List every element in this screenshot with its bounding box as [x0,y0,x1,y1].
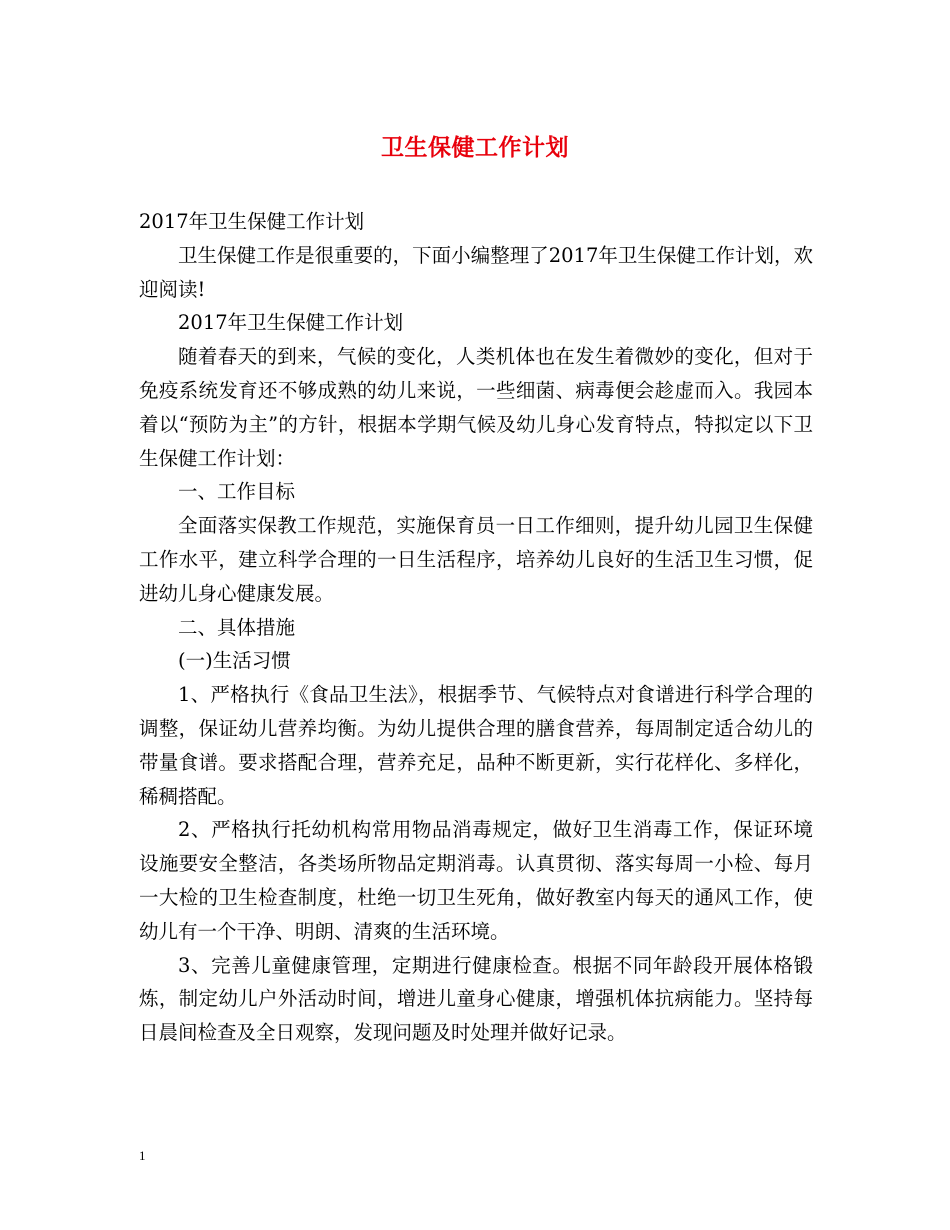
body-paragraph: 3、完善儿童健康管理，定期进行健康检查。根据不同年龄段开展体格锻炼，制定幼儿户外活动时间，增进儿童身心健康，增强机体抗病能力。坚持每日晨间检查及全日观察，发现问题及时处理并做好记录。 [139,953,813,1045]
page-number: 1 [139,1148,146,1163]
document-body [139,205,813,1050]
document-title: 卫生保健工作计划 [381,134,569,161]
body-paragraph: 2、严格执行托幼机构常用物品消毒规定，做好卫生消毒工作，保证环境设施要安全整洁，各类场所物品定期消毒。认真贯彻、落实每周一小检、每月一大检的卫生检查制度，杜绝一切卫生死角，做好教室内每天的通风工作，使幼儿有一个干净、明朗、清爽的生活环境。 [139,818,813,943]
body-paragraph: 一、工作目标 [178,480,296,504]
body-paragraph: 卫生保健工作是很重要的，下面小编整理了2017年卫生保健工作计划，欢迎阅读! [139,243,813,301]
body-paragraph: 随着春天的到来，气候的变化，人类机体也在发生着微妙的变化，但对于免疫系统发育还不够成熟的幼儿来说，一些细菌、病毒便会趁虚而入。我园本着以“预防为主”的方针，根据本学期气候及幼儿身心发育特点，特拟定以下卫生保健工作计划： [139,345,813,470]
body-paragraph: 2017年卫生保健工作计划 [139,210,365,233]
body-paragraph: 1、严格执行《食品卫生法》，根据季节、气候特点对食谱进行科学合理的调整，保证幼儿营养均衡。为幼儿提供合理的膳食营养，每周制定适合幼儿的带量食谱。要求搭配合理，营养充足，品种不断更新，实行花样化、多样化，稀稠搭配。 [139,683,813,808]
body-paragraph: (一)生活习惯 [178,649,291,673]
body-paragraph: 2017年卫生保健工作计划 [178,311,404,335]
body-paragraph: 全面落实保教工作规范，实施保育员一日工作细则，提升幼儿园卫生保健工作水平，建立科学合理的一日生活程序，培养幼儿良好的生活卫生习惯，促进幼儿身心健康发展。 [139,514,813,605]
body-paragraph: 二、具体措施 [178,615,296,639]
